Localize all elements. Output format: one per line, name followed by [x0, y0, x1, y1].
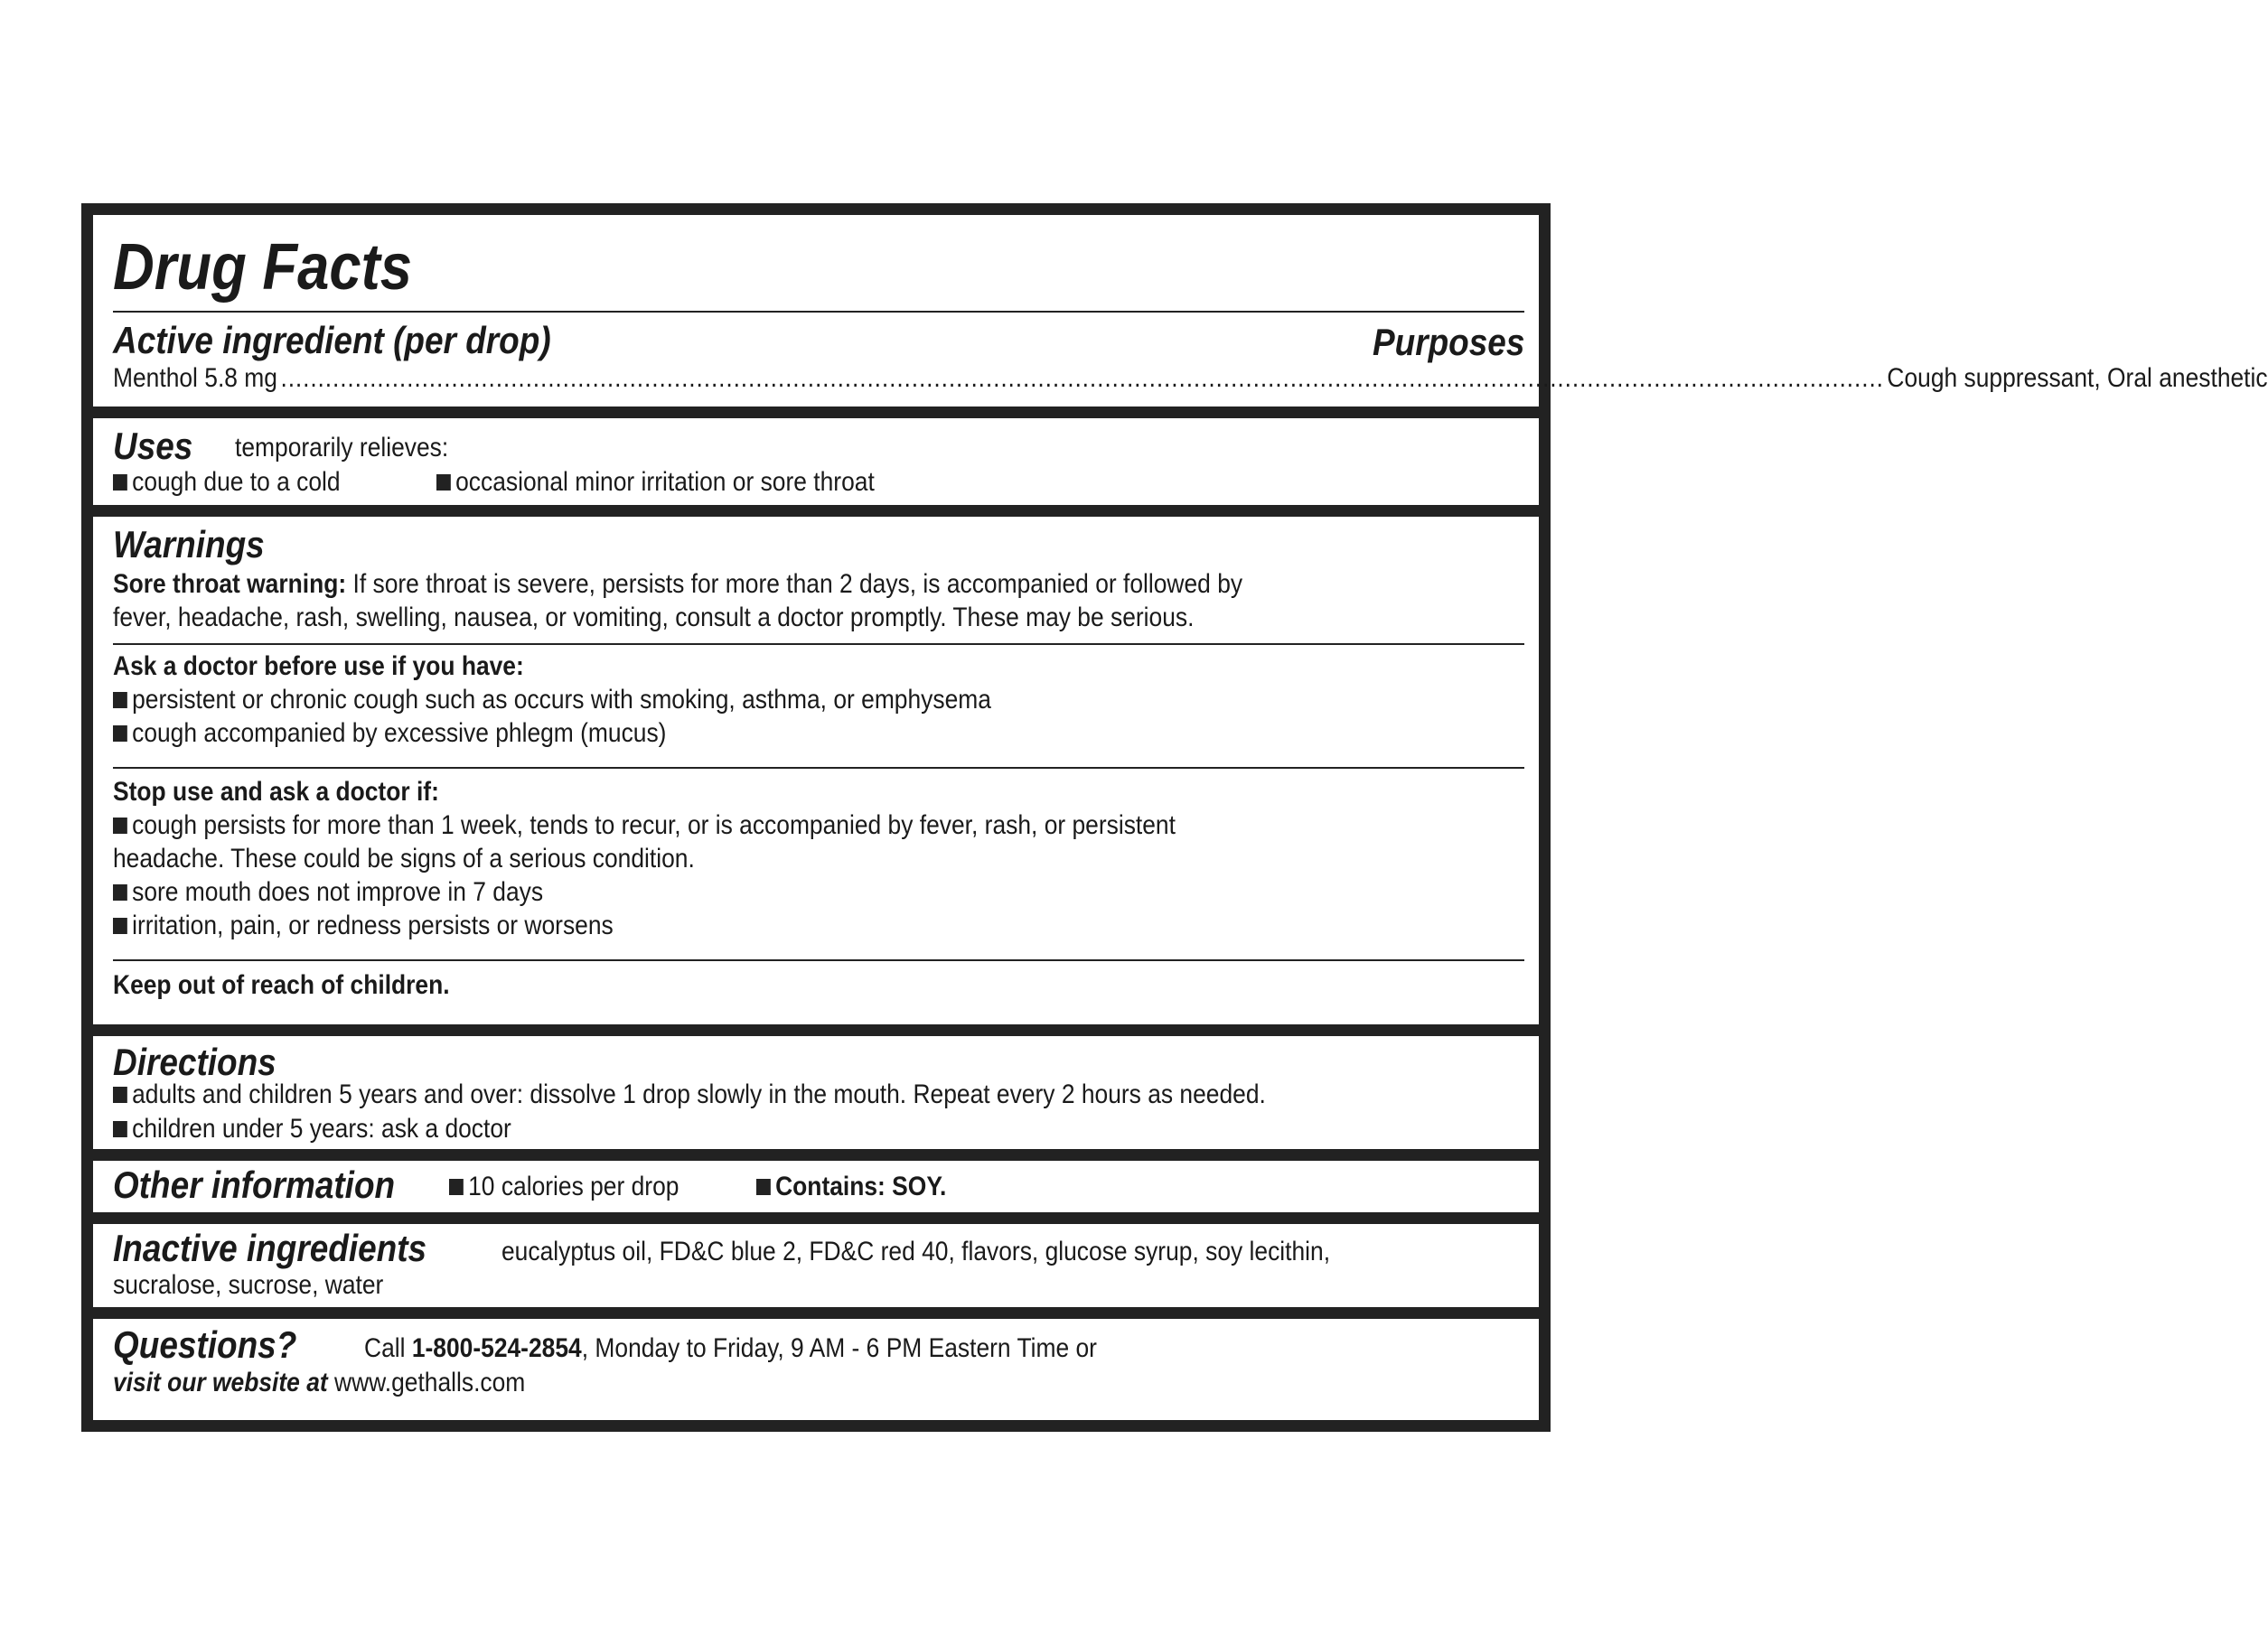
bullet-square-icon — [113, 725, 127, 742]
bullet-square-icon — [449, 1179, 464, 1195]
bullet-square-icon — [436, 474, 451, 491]
other-info-item: Contains: SOY. — [756, 1170, 946, 1203]
bullet-square-icon — [113, 884, 127, 901]
bullet-square-icon — [113, 1087, 127, 1103]
warnings-divider — [113, 959, 1524, 961]
uses-heading: Uses — [113, 425, 193, 467]
active-ingredient-heading: Active ingredient (per drop) — [113, 319, 551, 361]
inactive-ingredients-list: eucalyptus oil, FD&C blue 2, FD&C red 40, flavors, glucose syrup, soy lecithin, — [501, 1237, 1331, 1266]
other-info-item: 10 calories per drop — [449, 1170, 679, 1203]
stop-use-item: sore mouth does not improve in 7 days — [113, 875, 543, 909]
questions-website: visit our website at www.gethalls.com — [113, 1368, 526, 1397]
questions-heading: Questions? — [113, 1323, 297, 1366]
stop-use-item-cont: headache. These could be signs of a serious condition. — [113, 844, 695, 874]
ask-doctor-item: persistent or chronic cough such as occurs with smoking, asthma, or emphysema — [113, 683, 991, 716]
sore-throat-warning: Sore throat warning: If sore throat is severe, persists for more than 2 days, is accompanied or followed by — [113, 569, 1243, 599]
sore-throat-warning-cont: fever, headache, rash, swelling, nausea, or vomiting, consult a doctor promptly. These may be serious. — [113, 603, 1195, 632]
drug-facts-panel — [81, 203, 2268, 1432]
directions-item: adults and children 5 years and over: dissolve 1 drop slowly in the mouth. Repeat every 2 hours as needed. — [113, 1078, 1266, 1111]
bullet-square-icon — [113, 818, 127, 834]
uses-item: cough due to a cold — [113, 465, 341, 499]
ask-doctor-item: cough accompanied by excessive phlegm (mucus) — [113, 716, 666, 750]
ingredient-row — [113, 361, 2268, 396]
directions-section — [93, 1036, 1539, 1149]
warnings-divider — [113, 643, 1524, 645]
active-ingredient-section — [93, 215, 2268, 406]
questions-section — [93, 1319, 1539, 1420]
website-link[interactable]: www.gethalls.com — [334, 1368, 526, 1397]
title-divider — [113, 311, 1524, 313]
keep-out-of-reach: Keep out of reach of children. — [113, 970, 450, 1000]
uses-item: occasional minor irritation or sore throat — [436, 465, 875, 499]
other-information-section — [93, 1161, 1539, 1212]
warnings-divider — [113, 767, 1524, 769]
ask-doctor-heading: Ask a doctor before use if you have: — [113, 651, 524, 681]
page-title: Drug Facts — [113, 231, 412, 304]
bullet-square-icon — [756, 1179, 771, 1195]
bullet-square-icon — [113, 918, 127, 934]
warnings-section — [93, 517, 1539, 1024]
inactive-ingredients-section — [93, 1224, 1539, 1307]
uses-intro: temporarily relieves: — [235, 433, 449, 463]
directions-heading: Directions — [113, 1041, 276, 1083]
stop-use-heading: Stop use and ask a doctor if: — [113, 777, 439, 807]
questions-contact: Call 1-800-524-2854, Monday to Friday, 9 AM - 6 PM Eastern Time or — [364, 1333, 1097, 1363]
directions-item: children under 5 years: ask a doctor — [113, 1112, 511, 1145]
dot-leader: ........................................................................................................................................................................................................................ — [280, 363, 1884, 393]
uses-section — [93, 418, 1539, 505]
ingredient-purpose: Cough suppressant, Oral anesthetic — [1887, 363, 2268, 393]
bullet-square-icon — [113, 1121, 127, 1137]
warnings-heading: Warnings — [113, 523, 265, 565]
inactive-ingredients-list-cont: sucralose, sucrose, water — [113, 1270, 384, 1300]
purposes-heading: Purposes — [1372, 321, 1524, 363]
stop-use-item: cough persists for more than 1 week, tends to recur, or is accompanied by fever, rash, or persistent — [113, 808, 1176, 842]
phone-number[interactable]: 1-800-524-2854 — [411, 1333, 582, 1363]
bullet-square-icon — [113, 474, 127, 491]
stop-use-item: irritation, pain, or redness persists or worsens — [113, 909, 614, 942]
other-information-heading: Other information — [113, 1163, 396, 1206]
inactive-ingredients-heading: Inactive ingredients — [113, 1227, 427, 1269]
bullet-square-icon — [113, 692, 127, 708]
ingredient-name: Menthol 5.8 mg — [113, 363, 277, 393]
